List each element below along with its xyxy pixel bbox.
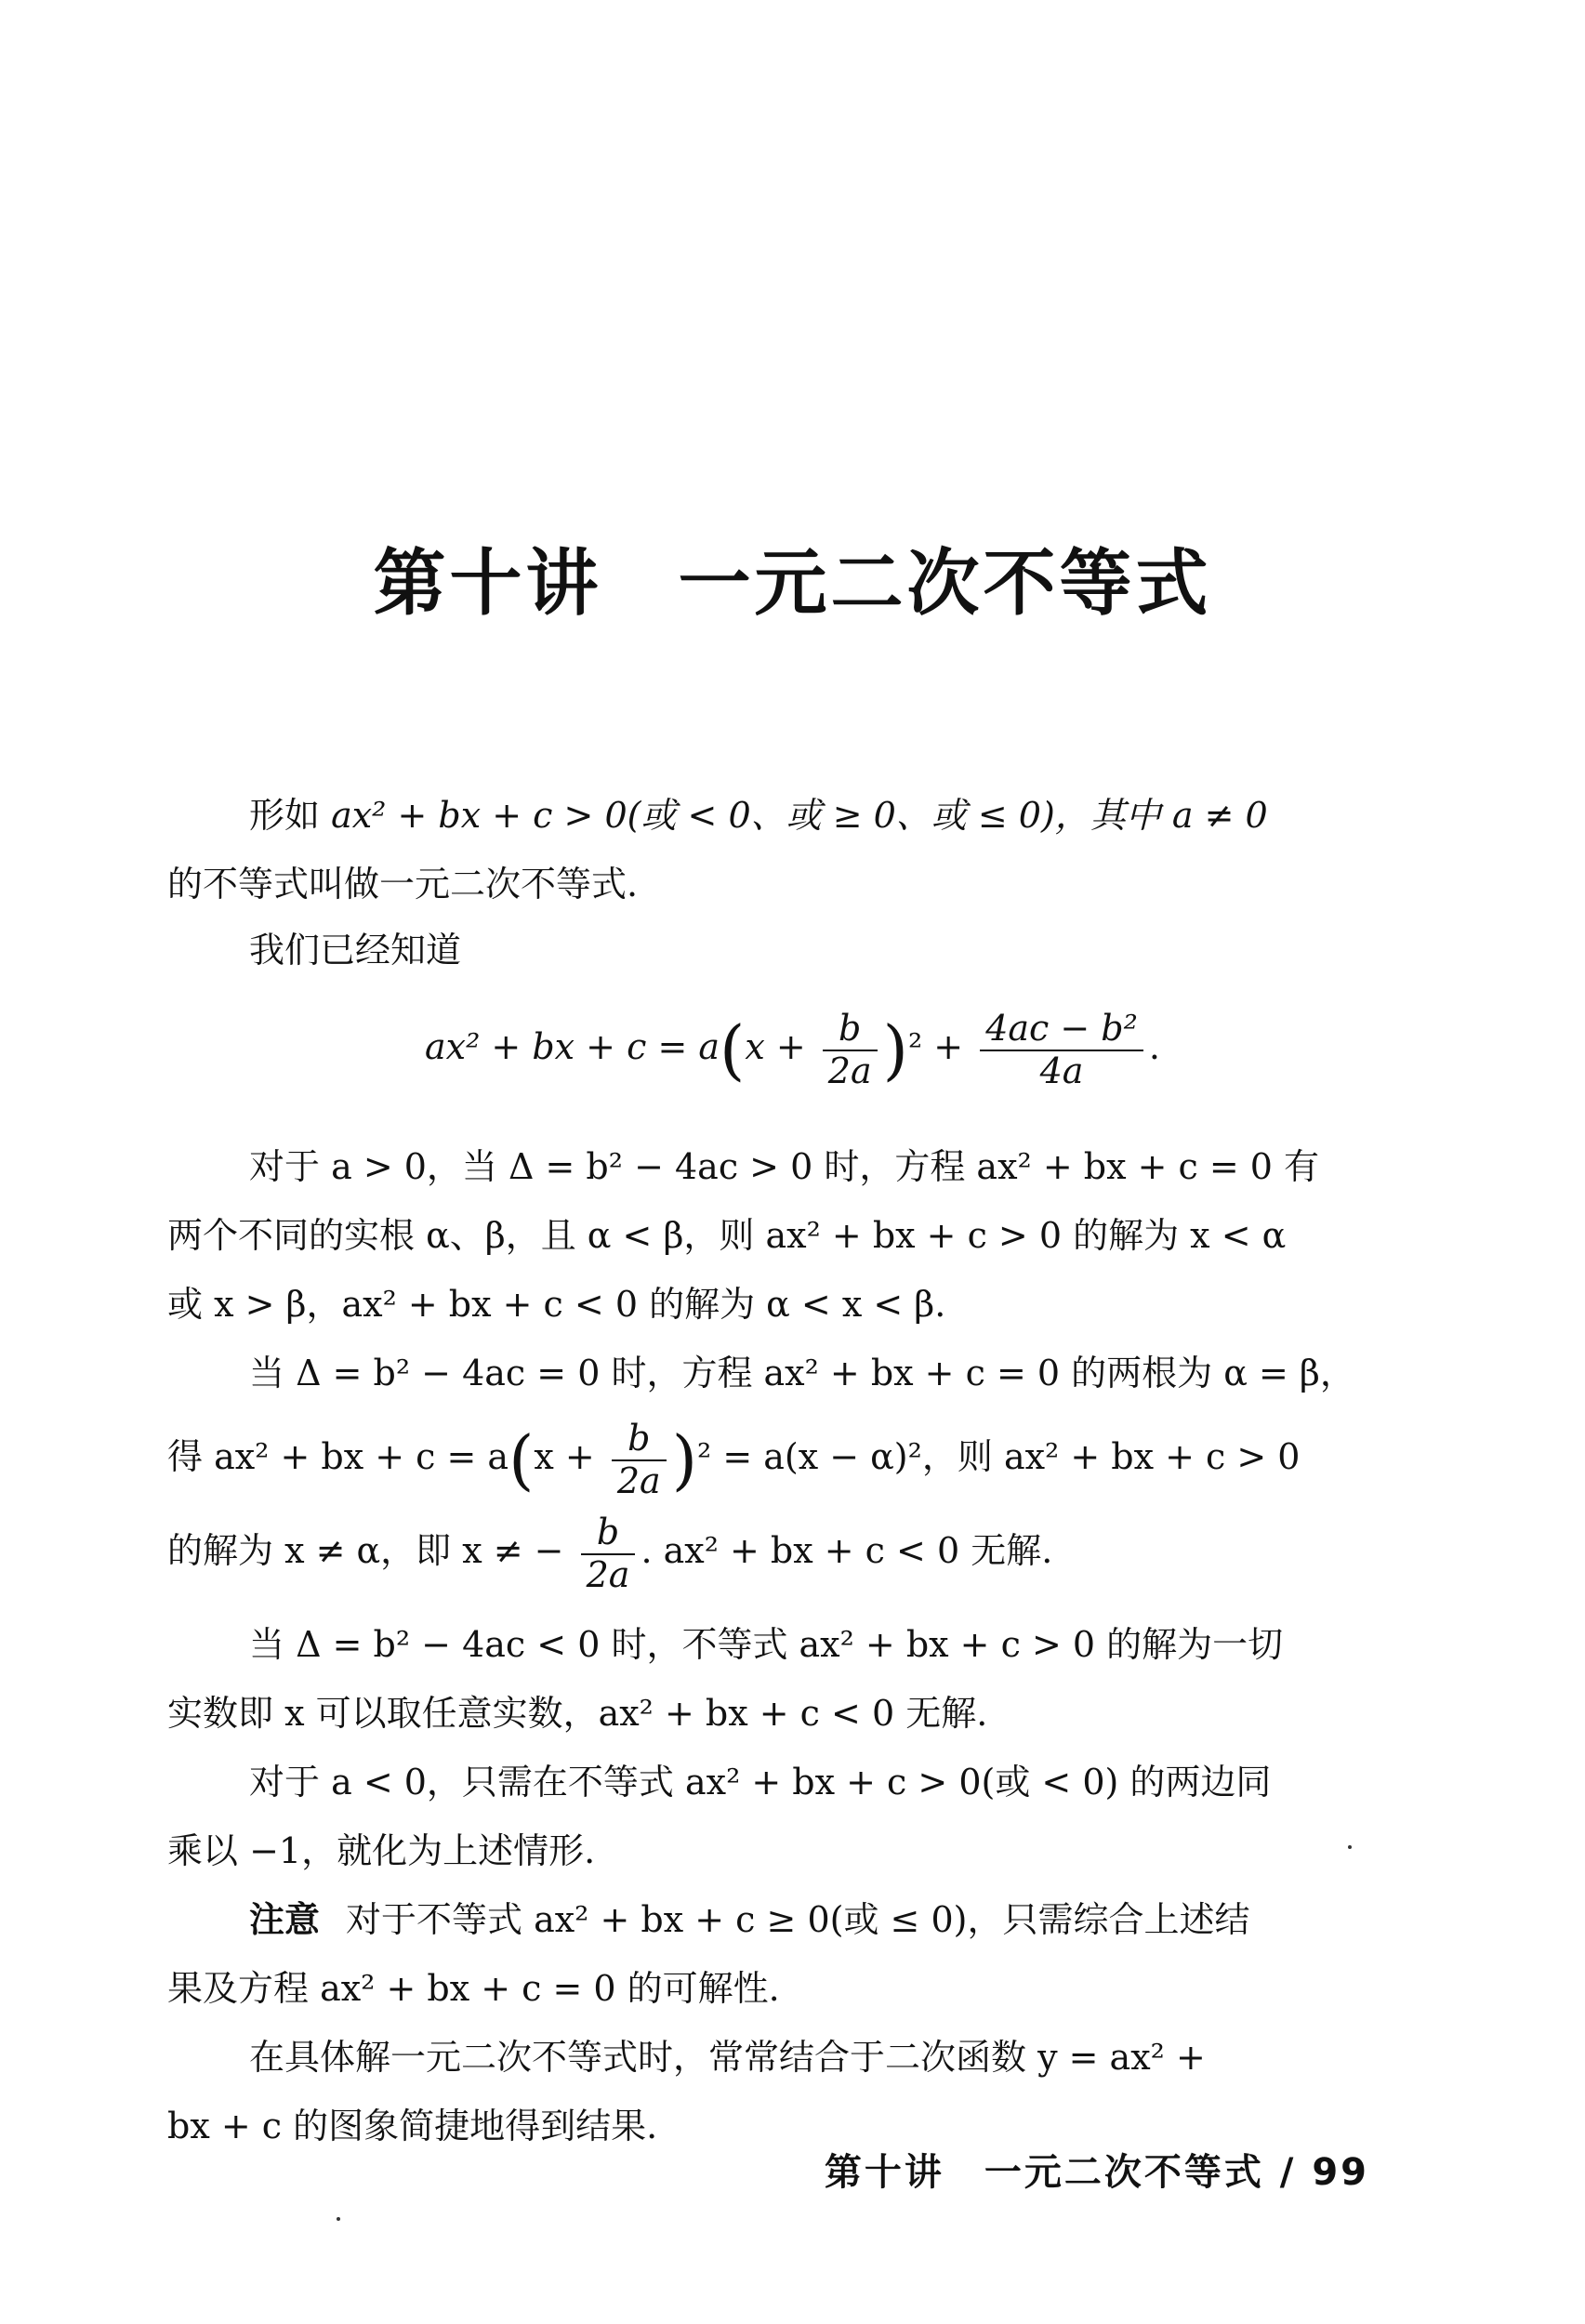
note-label: 注意	[249, 1899, 321, 1940]
neg-a-line-2: 乘以 −1，就化为上述情形.	[167, 1830, 596, 1871]
fraction-b-over-2a-inline: $\frac{b}{2a}$	[612, 1419, 667, 1501]
paragraph-definition	[167, 781, 1404, 918]
paragraph-positive-discriminant	[167, 1132, 1404, 1339]
completed-square-formula: ax² + bx + c = a(x + $\frac{b}{2a}$ )² + $\frac{\text{4ac − b²}}{4a}$ .	[425, 1008, 1160, 1091]
graph-line-2: bx + c 的图象简捷地得到结果.	[167, 2106, 658, 2146]
paragraph-graph-method	[167, 2023, 1404, 2160]
paragraph-zero-discriminant	[167, 1339, 1404, 1596]
formula-square-plus: ² +	[907, 1026, 975, 1068]
right-paren: )	[882, 1011, 908, 1089]
left-paren: (	[720, 1011, 746, 1089]
zero-line-2: 得 ax² + bx + c = a(x + $\frac{b}{2a}$ )² = a(x − α)²，则 ax² + bx + c > 0	[167, 1418, 1301, 1501]
scan-speck	[1348, 1845, 1352, 1849]
graph-line-1: 在具体解一元二次不等式时，常常结合于二次函数 y = ax² +	[249, 2037, 1206, 2078]
fraction-neg-b-over-2a: $\frac{b}{2a}$	[581, 1512, 636, 1595]
fraction-b-over-2a: $\frac{b}{2a}$	[823, 1009, 878, 1091]
intro-line: 我们已经知道	[249, 930, 462, 971]
chapter-title: 第十讲 一元二次不等式	[373, 542, 1212, 626]
note-line-1: 注意 对于不等式 ax² + bx + c ≥ 0(或 ≤ 0)，只需综合上述结	[249, 1899, 1250, 1940]
running-footer: 第十讲 一元二次不等式 / 99	[824, 2151, 1369, 2194]
neg-line-1: 当 Δ = b² − 4ac < 0 时，不等式 ax² + bx + c > 0 的解为一切	[249, 1624, 1284, 1665]
paragraph-intro	[167, 916, 1404, 984]
pos-line-1: 对于 a > 0，当 Δ = b² − 4ac > 0 时，方程 ax² + bx + c = 0 有	[249, 1146, 1320, 1187]
note-line-2: 果及方程 ax² + bx + c = 0 的可解性.	[167, 1968, 780, 2009]
pos-line-2: 两个不同的实根 α、β，且 α < β，则 ax² + bx + c > 0 的解为 x < α	[167, 1215, 1287, 1256]
paragraph-negative-discriminant	[167, 1610, 1404, 1748]
formula-lhs: ax² + bx + c = a	[425, 1026, 720, 1068]
definition-line-2: 的不等式叫做一元二次不等式.	[167, 864, 639, 905]
zero-line-3: 的解为 x ≠ α，即 x ≠ − $\frac{b}{2a}$ . ax² + bx + c < 0 无解.	[167, 1512, 1053, 1596]
paragraph-negative-a	[167, 1748, 1404, 1885]
zero-line-1: 当 Δ = b² − 4ac = 0 时，方程 ax² + bx + c = 0 的两根为 α = β，	[249, 1353, 1355, 1393]
pos-line-3: 或 x > β，ax² + bx + c < 0 的解为 α < x < β.	[167, 1284, 946, 1325]
neg-line-2: 实数即 x 可以取任意实数，ax² + bx + c < 0 无解.	[167, 1693, 988, 1734]
scan-speck	[337, 2217, 340, 2221]
formula-inner: x +	[745, 1026, 817, 1068]
paragraph-note	[167, 1885, 1404, 2023]
neg-a-line-1: 对于 a < 0，只需在不等式 ax² + bx + c > 0(或 < 0) 的两边同	[249, 1762, 1272, 1802]
fraction-discriminant: $\frac{\text{4ac − b²}}{4a}$	[980, 1009, 1143, 1091]
definition-line-1: 形如 ax² + bx + c > 0(或 < 0、或 ≥ 0、或 ≤ 0)，其中 a ≠ 0	[249, 795, 1268, 836]
